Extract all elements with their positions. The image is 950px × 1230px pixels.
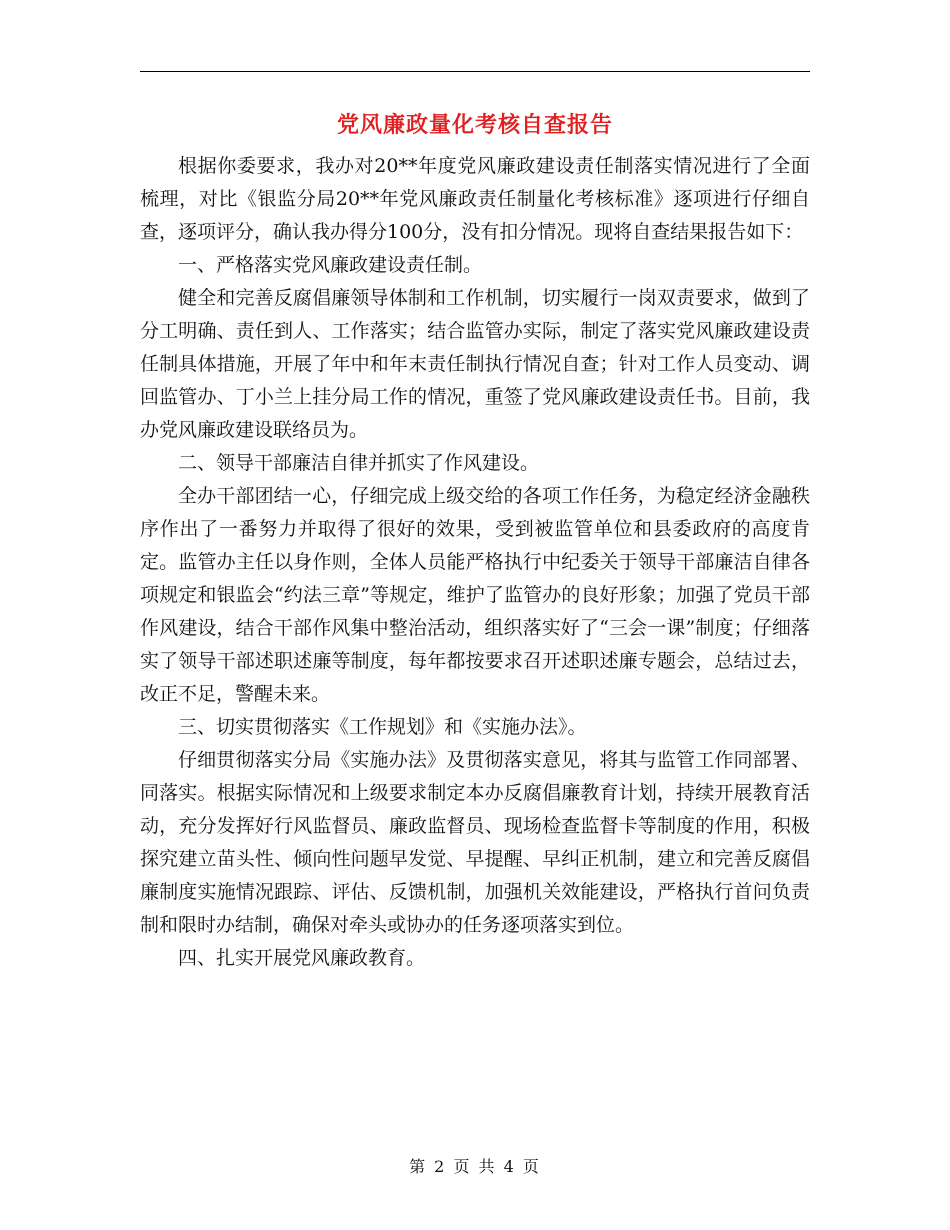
page-number: 第 2 页 共 4 页: [409, 1157, 541, 1176]
section-heading: 三、切实贯彻落实《工作规划》和《实施办法》。: [178, 716, 587, 738]
paragraph: 仔细贯彻落实分局《实施办法》及贯彻落实意见，将其与监管工作同部署、同落实。根据实际情况和上级要求制定本办反腐倡廉教育计划，持续开展教育活动，充分发挥好行风监督员、廉政监督员、现场检查监督卡等制度的作用，积极探究建立苗头性、倾向性问题早发觉、早提醒、早纠正机制，建立和完善反腐倡廉制度实施情况跟踪、评估、反馈机制，加强机关效能建设，严格执行首问负责制和限时办结制，确保对牵头或协办的任务逐项落实到位。: [140, 749, 810, 936]
paragraph: 健全和完善反腐倡廉领导体制和工作机制，切实履行一岗双责要求，做到了分工明确、责任到人、工作落实；结合监管办实际，制定了落实党风廉政建设责任制具体措施，开展了年中和年末责任制执行情况自查；针对工作人员变动、调回监管办、丁小兰上挂分局工作的情况，重签了党风廉政建设责任书。目前，我办党风廉政建设联络员为。: [140, 287, 810, 441]
section-heading: 一、严格落实党风廉政建设责任制。: [178, 254, 483, 276]
header-rule: [140, 71, 810, 72]
paragraph: 根据你委要求，我办对20**年度党风廉政建设责任制落实情况进行了全面梳理，对比《银监分局20**年党风廉政责任制量化考核标准》逐项进行仔细自查，逐项评分，确认我办得分100分，没有扣分情况。现将自查结果报告如下：: [140, 155, 810, 243]
document-title: 党风廉政量化考核自查报告: [336, 112, 613, 138]
section-heading: 四、扎实开展党风廉政教育。: [178, 947, 426, 969]
paragraph: 全办干部团结一心，仔细完成上级交给的各项工作任务，为稳定经济金融秩序作出了一番努力并取得了很好的效果，受到被监管单位和县委政府的高度肯定。监管办主任以身作则，全体人员能严格执行中纪委关于领导干部廉洁自律各项规定和银监会“约法三章”等规定，维护了监管办的良好形象；加强了党员干部作风建设，结合干部作风集中整治活动，组织落实好了“三会一课”制度；仔细落实了领导干部述职述廉等制度，每年都按要求召开述职述廉专题会，总结过去，改正不足，警醒未来。: [140, 485, 810, 705]
section-heading: 二、领导干部廉洁自律并抓实了作风建设。: [178, 452, 540, 474]
document-body: [140, 150, 810, 975]
